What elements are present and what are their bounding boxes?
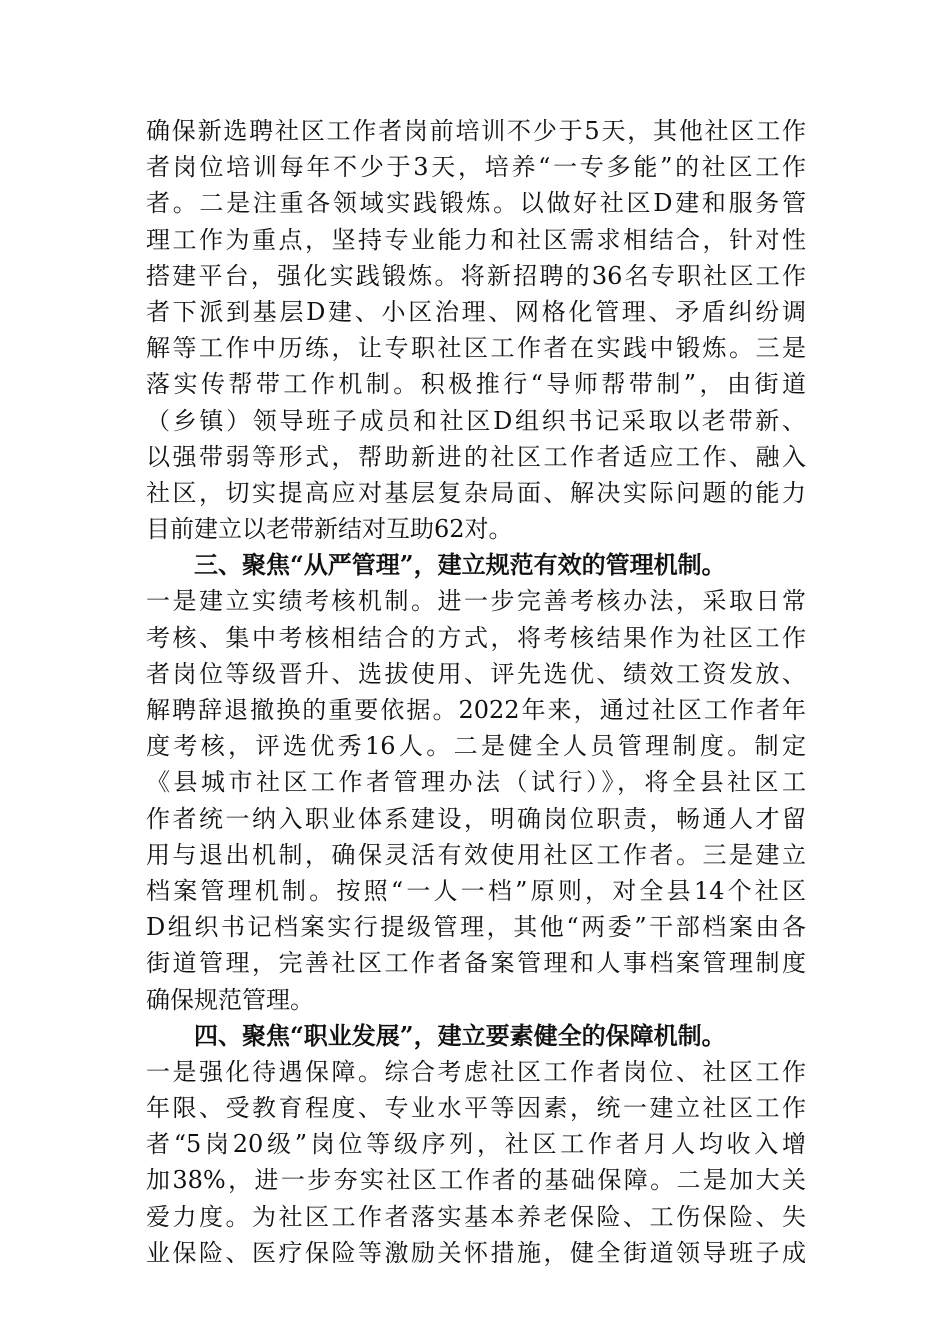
text-line: 一是建立实绩考核机制。进一步完善考核办法，采取日常 <box>146 587 806 616</box>
text-line: 爱力度。为社区工作者落实基本养老保险、工伤保险、失 <box>146 1202 806 1231</box>
text-line: D组织书记档案实行提级管理，其他“两委”干部档案由各 <box>146 913 806 942</box>
text-line: 档案管理机制。按照“一人一档”原则，对全县14个社区 <box>146 876 806 905</box>
text-line: 作者统一纳入职业体系建设，明确岗位职责，畅通人才留 <box>146 804 806 833</box>
text-line: 业保险、医疗保险等激励关怀措施，健全街道领导班子成 <box>146 1238 806 1267</box>
text-line: 一是强化待遇保障。综合考虑社区工作者岗位、社区工作 <box>146 1057 806 1086</box>
text-line: 解聘辞退撤换的重要依据。2022年来，通过社区工作者年 <box>146 696 806 724</box>
document-body <box>146 113 806 1271</box>
text-line: 度考核，评选优秀16人。二是健全人员管理制度。制定 <box>146 732 806 761</box>
text-line: 用与退出机制，确保灵活有效使用社区工作者。三是建立 <box>146 840 806 869</box>
text-line: 目前建立以老带新结对互助62对。 <box>146 515 513 544</box>
text-line: 理工作为重点，坚持专业能力和社区需求相结合，针对性 <box>146 225 806 254</box>
text-line: 者下派到基层D建、小区治理、网格化管理、矛盾纠纷调 <box>146 297 806 326</box>
text-line: 确保新选聘社区工作者岗前培训不少于5天，其他社区工作 <box>146 117 806 145</box>
section-heading-3: 三、聚焦“从严管理”，建立规范有效的管理机制。 <box>194 550 726 580</box>
text-line: 落实传帮带工作机制。积极推行“导师帮带制”，由街道 <box>146 370 806 399</box>
text-line: 搭建平台，强化实践锻炼。将新招聘的36名专职社区工作 <box>146 261 806 290</box>
text-line: 以强带弱等形式，帮助新进的社区工作者适应工作、融入 <box>146 442 806 471</box>
text-line: 社区，切实提高应对基层复杂局面、解决实际问题的能力 <box>146 478 806 507</box>
text-line: 《县城市社区工作者管理办法（试行）》，将全县社区工 <box>146 768 806 797</box>
text-line: 加38%，进一步夯实社区工作者的基础保障。二是加大关 <box>146 1166 806 1195</box>
text-line: （乡镇）领导班子成员和社区D组织书记采取以老带新、 <box>146 406 806 435</box>
section-heading-4: 四、聚焦“职业发展”，建立要素健全的保障机制。 <box>194 1020 726 1050</box>
text-line: 解等工作中历练，让专职社区工作者在实践中锻炼。三是 <box>146 334 806 363</box>
text-line: 考核、集中考核相结合的方式，将考核结果作为社区工作 <box>146 623 806 652</box>
text-line: 者。二是注重各领域实践锻炼。以做好社区D建和服务管 <box>146 189 806 218</box>
text-line: 年限、受教育程度、专业水平等因素，统一建立社区工作 <box>146 1094 806 1123</box>
text-line: 者岗位培训每年不少于3天，培养“一专多能”的社区工作 <box>146 153 806 182</box>
text-line: 者“5岗20级”岗位等级序列，社区工作者月人均收入增 <box>146 1130 806 1159</box>
text-line: 者岗位等级晋升、选拔使用、评先选优、绩效工资发放、 <box>146 659 806 688</box>
text-line: 确保规范管理。 <box>146 985 314 1014</box>
text-line: 街道管理，完善社区工作者备案管理和人事档案管理制度 <box>146 949 806 978</box>
